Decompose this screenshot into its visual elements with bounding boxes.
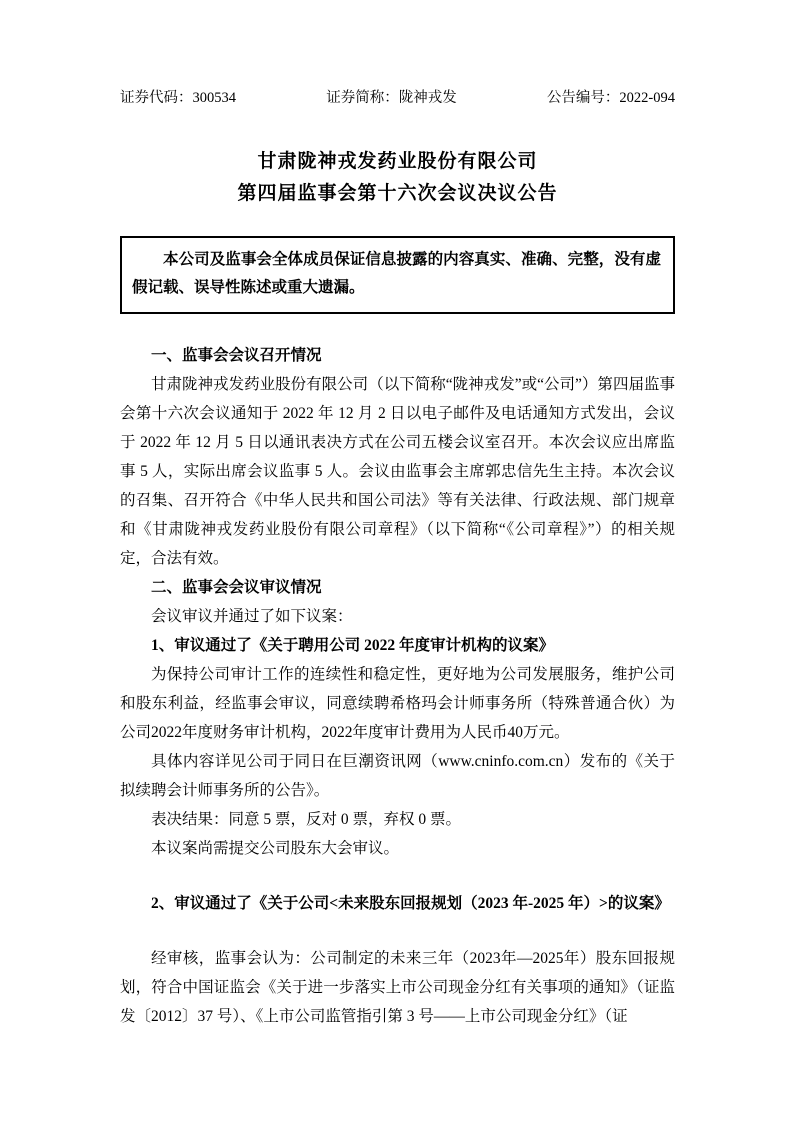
section-heading-2: 二、监事会会议审议情况 (151, 579, 322, 596)
resolution-2-heading: 2、审议通过了《关于公司<未来股东回报规划（2023 年-2025 年）>的议案》 (151, 895, 670, 912)
resolution-1-heading: 1、审议通过了《关于聘用公司 2022 年度审计机构的议案》 (151, 637, 555, 654)
company-name-title: 甘肃陇神戎发药业股份有限公司 (257, 151, 538, 172)
paragraph-resolution-1-reference: 具体内容详见公司于同日在巨潮资讯网（www.cninfo.com.cn）发布的《关于拟续聘会计师事务所的公告》。 (120, 753, 675, 799)
paragraph-resolution-1-content: 为保持公司审计工作的连续性和稳定性，更好地为公司发展服务，维护公司和股东利益，经监事会审议，同意续聘希格玛会计师事务所（特殊普通合伙）为公司2022年度财务审计机构，2022年度审计费用为人民币40万元。 (120, 666, 675, 741)
paragraph-resolution-2-content: 经审核，监事会认为：公司制定的未来三年（2023年—2025年）股东回报规划，符合中国证监会《关于进一步落实上市公司现金分红有关事项的通知》（证监发〔2012〕37 号）、《上市公司监管指引第 3 号——上市公司现金分红》（证 (120, 950, 675, 1025)
paragraph-resolution-1-shareholder-note: 本议案尚需提交公司股东大会审议。 (151, 840, 400, 857)
stock-name: 证券简称：陇神戎发 (326, 90, 457, 106)
document-body (120, 341, 675, 1031)
section-heading-1: 一、监事会会议召开情况 (151, 347, 322, 364)
paragraph-intro-resolutions: 会议审议并通过了如下议案： (151, 608, 353, 625)
document-title: 第四届监事会第十六次会议决议公告 (237, 183, 558, 204)
stock-code: 证券代码：300534 (120, 90, 236, 106)
announcement-number: 公告编号：2022-094 (546, 90, 675, 106)
document-header (120, 88, 675, 108)
disclosure-notice-text: 本公司及监事会全体成员保证信息披露的内容真实、准确、完整，没有虚假记载、误导性陈述或重大遗漏。 (132, 251, 661, 296)
paragraph-meeting-details: 甘肃陇神戎发药业股份有限公司（以下简称“陇神戎发”或“公司”）第四届监事会第十六次会议通知于 2022 年 12 月 2 日以电子邮件及电话通知方式发出，会议于 2022 年 12 月 5 日以通讯表决方式在公司五楼会议室召开。本次会议应出席监事 5 人，实际出席会议监事 5 人。会议由监事会主席郭忠信先生主持。本次会议的召集、召开符合《中华人民共和国公司法》等有关法律、行政法规、部门规章和《甘肃陇神戎发药业股份有限公司章程》（以下简称“《公司章程》”）的相关规定，合法有效。 (120, 376, 675, 567)
paragraph-resolution-1-vote-result: 表决结果：同意 5 票，反对 0 票，弃权 0 票。 (151, 811, 462, 828)
disclosure-notice-box (120, 236, 675, 314)
